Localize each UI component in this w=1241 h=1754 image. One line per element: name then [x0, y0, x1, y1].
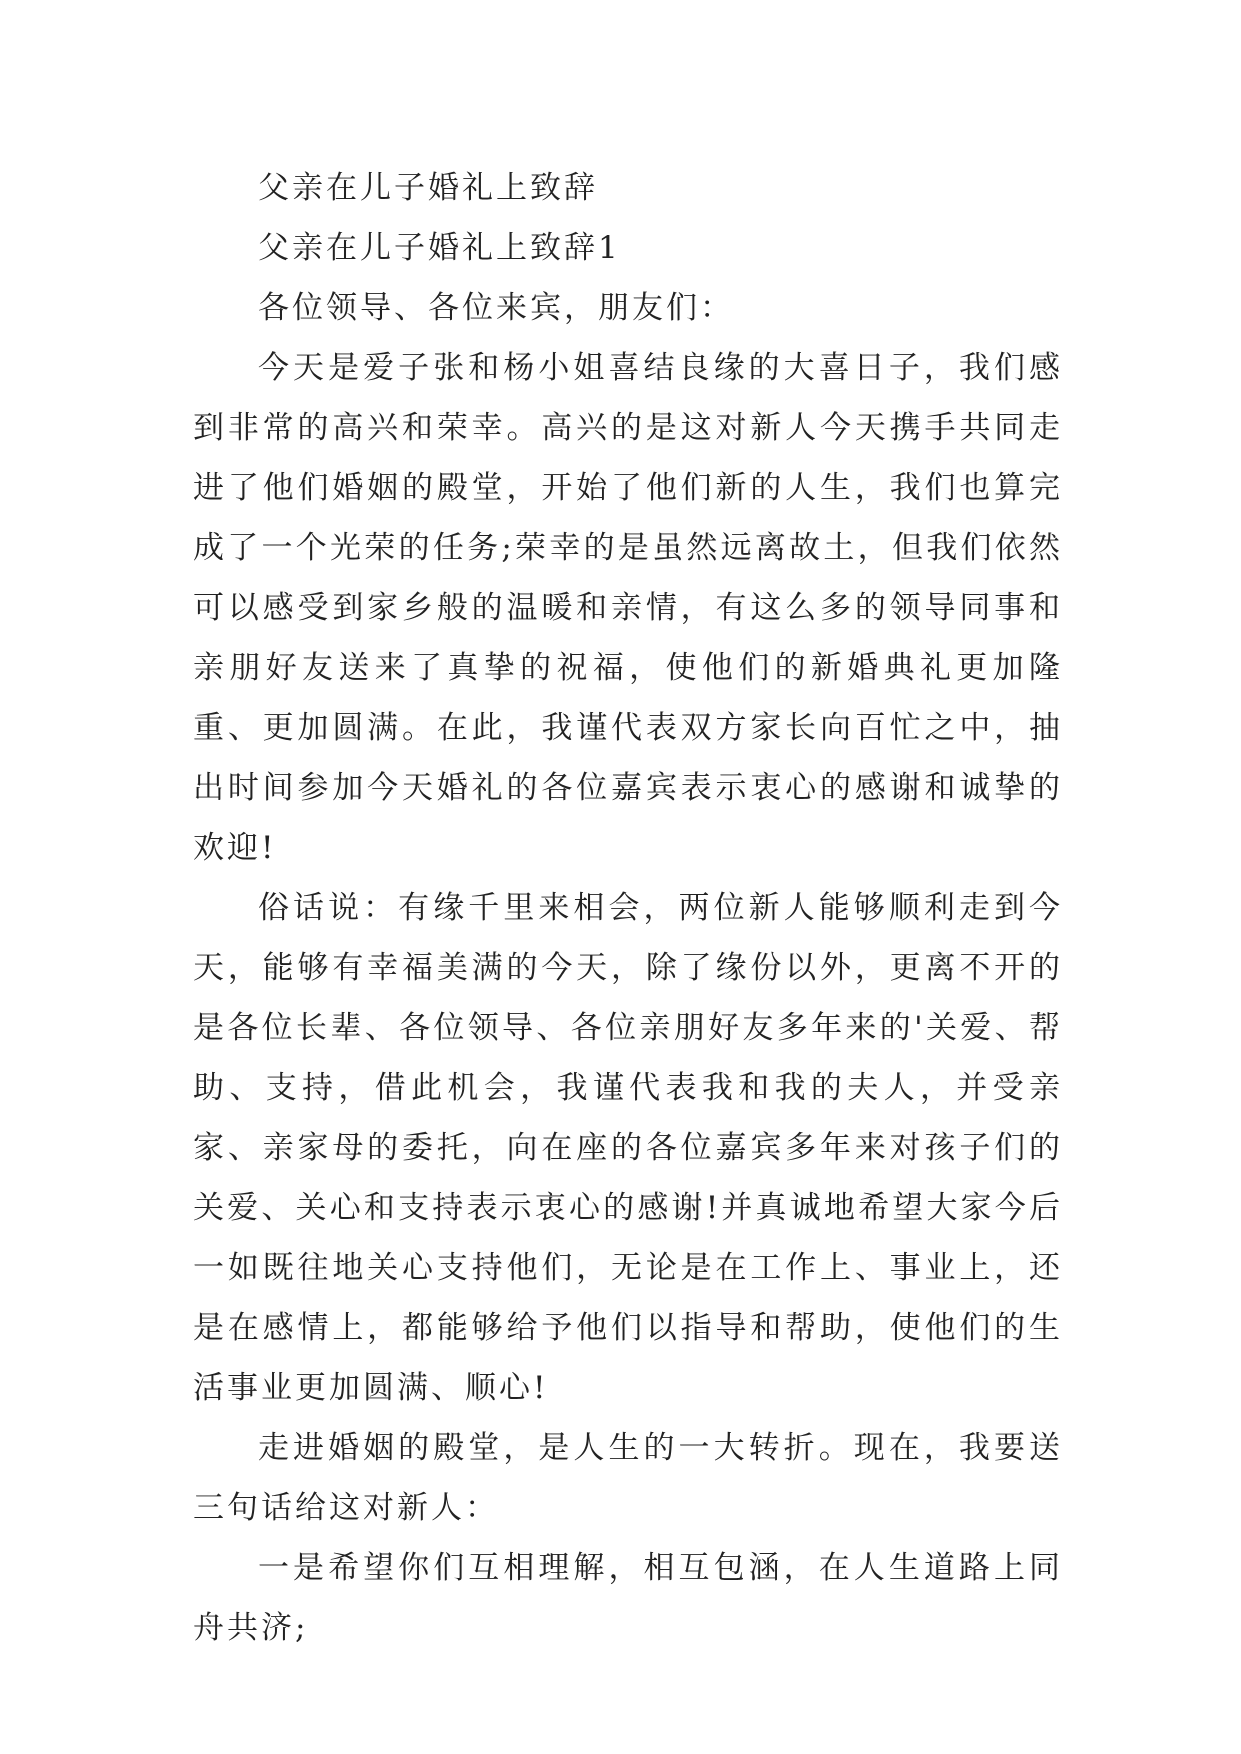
paragraph-3: 走进婚姻的殿堂，是人生的一大转折。现在，我要送三句话给这对新人： — [193, 1430, 1063, 1526]
paragraph-1: 今天是爱子张和杨小姐喜结良缘的大喜日子，我们感到非常的高兴和荣幸。高兴的是这对新人今天携手共同走进了他们婚姻的殿堂，开始了他们新的人生，我们也算完成了一个光荣的任务;荣幸的是虽然远离故土，但我们依然可以感受到家乡般的温暖和亲情，有这么多的领导同事和亲朋好友送来了真挚的祝福，使他们的新婚典礼更加隆重、更加圆满。在此，我谨代表双方家长向百忙之中，抽出时间参加今天婚礼的各位嘉宾表示衷心的感谢和诚挚的欢迎! — [193, 350, 1063, 866]
paragraph-2: 俗话说：有缘千里来相会，两位新人能够顺利走到今天，能够有幸福美满的今天，除了缘份以外，更离不开的是各位长辈、各位领导、各位亲朋好友多年来的'关爱、帮助、支持，借此机会，我谨代表我和我的夫人，并受亲家、亲家母的委托，向在座的各位嘉宾多年来对孩子们的关爱、关心和支持表示衷心的感谢!并真诚地希望大家今后一如既往地关心支持他们，无论是在工作上、事业上，还是在感情上，都能够给予他们以指导和帮助，使他们的生活事业更加圆满、顺心! — [193, 890, 1063, 1406]
paragraph-greeting: 各位领导、各位来宾，朋友们： — [258, 290, 734, 326]
document-body — [193, 158, 1063, 1658]
document-title: 父亲在儿子婚礼上致辞 — [258, 170, 598, 206]
document-subtitle: 父亲在儿子婚礼上致辞1 — [258, 230, 621, 266]
paragraph-4: 一是希望你们互相理解，相互包涵，在人生道路上同舟共济; — [193, 1550, 1063, 1646]
